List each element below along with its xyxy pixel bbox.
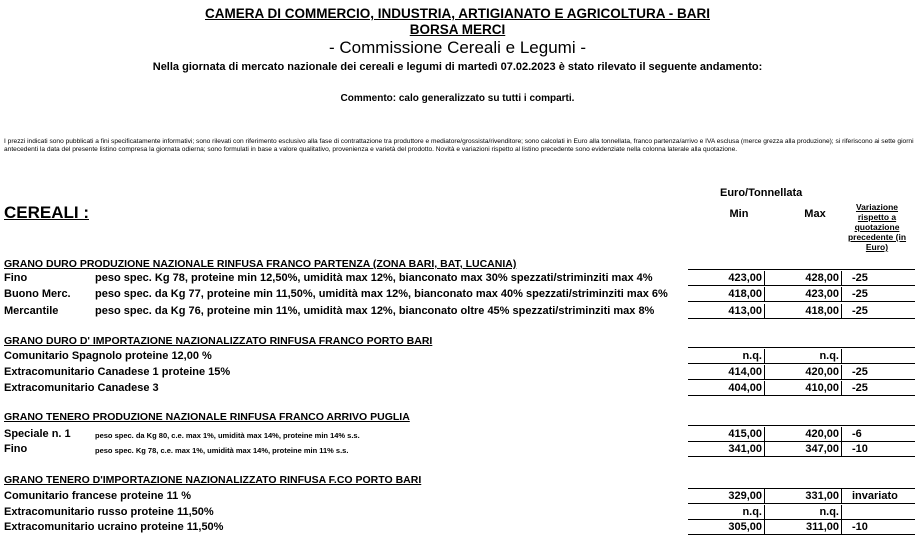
borsa-merci-title: BORSA MERCI	[409, 22, 506, 37]
row-name: Buono Merc.	[4, 288, 71, 300]
max-price-cell: 428,00	[765, 271, 842, 286]
unit-header: Euro/Tonnellata	[720, 187, 803, 199]
min-price-cell: 404,00	[688, 381, 765, 396]
variation-cell: -6	[842, 427, 915, 442]
min-price-cell: 341,00	[688, 442, 765, 457]
max-price-cell: n.q.	[765, 505, 842, 520]
table-rule	[688, 347, 915, 348]
min-price-cell: 423,00	[688, 271, 765, 286]
max-price-cell: 311,00	[765, 520, 842, 535]
min-price-cell: 415,00	[688, 427, 765, 442]
min-price-cell: 418,00	[688, 287, 765, 302]
row-description: peso spec. Kg 78, c.e. max 1%, umidità max 14%, proteine min 11% s.s.	[95, 446, 349, 455]
row-name: Comunitario Spagnolo proteine 12,00 %	[4, 350, 212, 362]
section-title: GRANO TENERO PRODUZIONE NAZIONALE RINFUSA FRANCO ARRIVO PUGLIA	[4, 411, 410, 423]
max-price-cell: 423,00	[765, 287, 842, 302]
min-price-cell: 329,00	[688, 489, 765, 504]
max-price-cell: 418,00	[765, 304, 842, 319]
market-comment: Commento: calo generalizzato su tutti i comparti.	[340, 93, 575, 104]
max-price-cell: 420,00	[765, 365, 842, 380]
table-rule	[688, 425, 915, 426]
row-name: Mercantile	[4, 305, 59, 317]
min-price-cell: n.q.	[688, 349, 765, 364]
disclaimer-text: I prezzi indicati sono pubblicati a fini specificatamente informativi; sono rilevati con riferimento esclusivo alla fase di contrattazione tra produttore e mediatore/grossista/rivenditore; sono calcolati in Euro alla tonnellata, franco partenza/arrivo e IVA esclusa (merce grezza alla produzione); si riferiscono ai sette giorni antecedenti la data del presente listino compresa la giornata odierna; sono formulati in base a valore qualitativo, provenienza e varietà del prodotto. Novità e variazioni rispetto al listino precedente sono evidenziate nella colonna laterale alla quotazione.	[4, 138, 914, 153]
row-name: Extracomunitario russo proteine 11,50%	[4, 506, 214, 518]
variation-cell: invariato	[842, 489, 915, 504]
variation-cell: -25	[842, 287, 915, 302]
row-name: Extracomunitario ucraino proteine 11,50%	[4, 521, 224, 533]
min-price-cell: 305,00	[688, 520, 765, 535]
max-price-cell: 331,00	[765, 489, 842, 504]
row-description: peso spec. Kg 78, proteine min 12,50%, umidità max 12%, bianconato max 30% spezzati/striminziti max 4%	[95, 272, 653, 284]
row-description: peso spec. da Kg 76, proteine min 11%, umidità max 12%, bianconato oltre 45% spezzati/striminziti max 8%	[95, 305, 655, 317]
row-name: Speciale n. 1	[4, 428, 71, 440]
section-title: GRANO DURO D' IMPORTAZIONE NAZIONALIZZATO RINFUSA FRANCO PORTO BARI	[4, 335, 433, 347]
variation-cell: -25	[842, 365, 915, 380]
table-rule	[688, 269, 915, 270]
variation-cell: -25	[842, 381, 915, 396]
row-name: Comunitario francese proteine 11 %	[4, 490, 192, 502]
max-price-cell: 420,00	[765, 427, 842, 442]
commission-title: - Commissione Cereali e Legumi -	[329, 38, 586, 57]
variation-cell	[842, 505, 915, 520]
variation-column-header: Variazione rispetto a quotazione precedente (in Euro)	[847, 202, 907, 252]
row-name: Extracomunitario Canadese 3	[4, 382, 159, 394]
min-price-cell: n.q.	[688, 505, 765, 520]
variation-cell: -25	[842, 271, 915, 286]
variation-cell: -10	[842, 520, 915, 535]
variation-cell	[842, 349, 915, 364]
cereali-heading: CEREALI :	[4, 203, 89, 222]
max-price-cell: 347,00	[765, 442, 842, 457]
row-description: peso spec. da Kg 80, c.e. max 1%, umidità max 14%, proteine min 14% s.s.	[95, 431, 360, 440]
row-name: Fino	[4, 443, 28, 455]
market-date-line: Nella giornata di mercato nazionale dei cereali e legumi di martedì 07.02.2023 è stato rilevato il seguente andamento:	[152, 61, 763, 73]
min-column-header: Min	[729, 208, 749, 220]
variation-cell: -25	[842, 304, 915, 319]
max-price-cell: 410,00	[765, 381, 842, 396]
section-title: GRANO TENERO D'IMPORTAZIONE NAZIONALIZZATO RINFUSA F.CO PORTO BARI	[4, 474, 422, 486]
min-price-cell: 413,00	[688, 304, 765, 319]
max-column-header: Max	[804, 208, 826, 220]
min-price-cell: 414,00	[688, 365, 765, 380]
row-description: peso spec. da Kg 77, proteine min 11,50%, umidità max 12%, bianconato max 40% spezzati/striminziti max 6%	[95, 288, 668, 300]
row-name: Fino	[4, 272, 28, 284]
max-price-cell: n.q.	[765, 349, 842, 364]
chamber-title: CAMERA DI COMMERCIO, INDUSTRIA, ARTIGIANATO E AGRICOLTURA - BARI	[205, 6, 710, 21]
variation-cell: -10	[842, 442, 915, 457]
row-name: Extracomunitario Canadese 1 proteine 15%	[4, 366, 231, 378]
section-title: GRANO DURO PRODUZIONE NAZIONALE RINFUSA FRANCO PARTENZA (ZONA BARI, BAT, LUCANIA)	[4, 258, 517, 270]
